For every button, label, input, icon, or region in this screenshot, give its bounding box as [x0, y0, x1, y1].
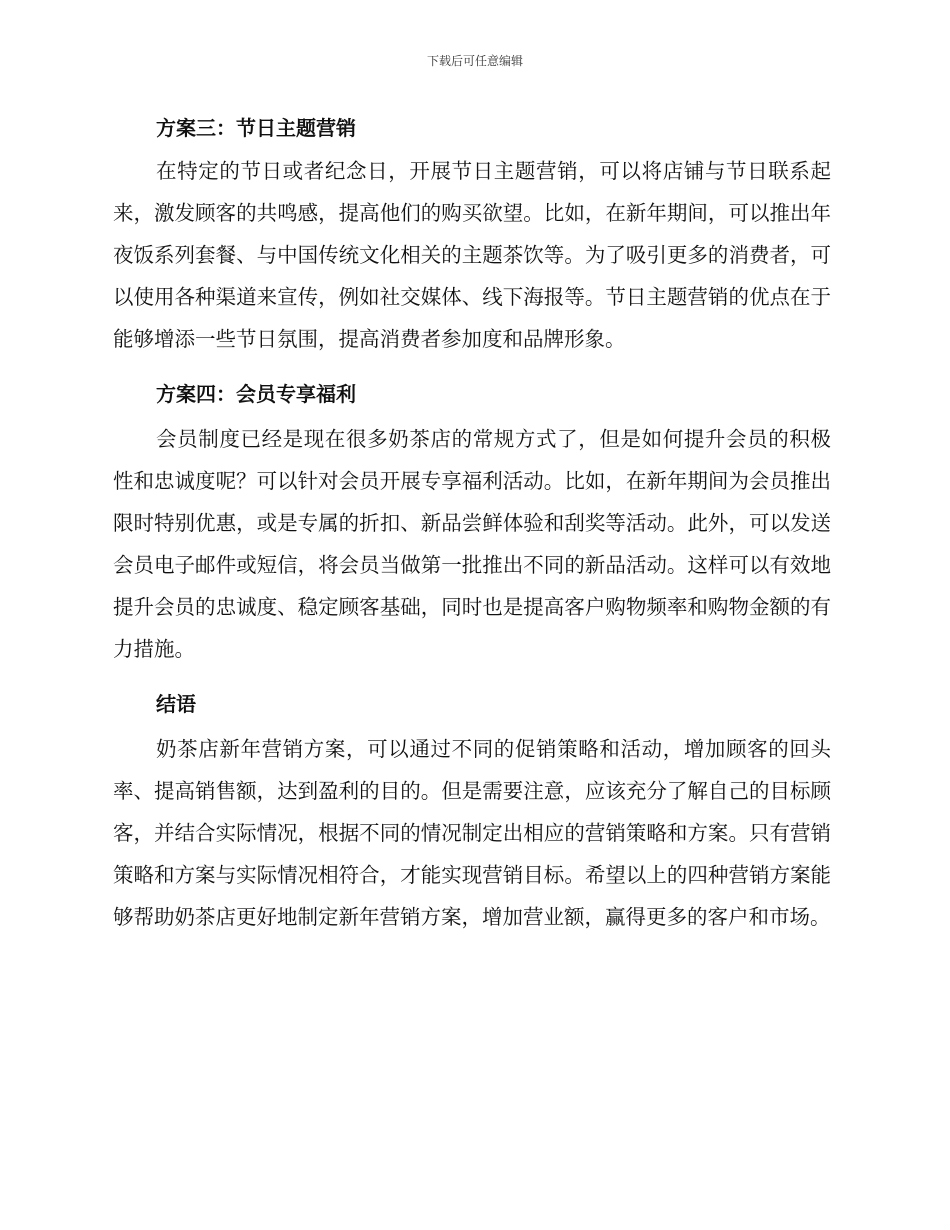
document-body — [113, 108, 831, 938]
section-heading-festival-marketing: 方案三：节日主题营销 — [156, 116, 356, 140]
page-header-note: 下载后可任意编辑 — [426, 54, 523, 68]
section-heading-member-benefits: 方案四：会员专享福利 — [156, 382, 356, 406]
section-paragraph-festival-marketing: 在特定的节日或者纪念日，开展节日主题营销，可以将店铺与节日联系起来，激发顾客的共鸣感，提高他们的购买欲望。比如，在新年期间，可以推出年夜饭系列套餐、与中国传统文化相关的主题茶饮等。为了吸引更多的消费者，可以使用各种渠道来宣传，例如社交媒体、线下海报等。节日主题营销的优点在于能够增添一些节日氛围，提高消费者参加度和品牌形象。 — [113, 159, 831, 351]
section-paragraph-member-benefits: 会员制度已经是现在很多奶茶店的常规方式了，但是如何提升会员的积极性和忠诚度呢？可以针对会员开展专享福利活动。比如，在新年期间为会员推出限时特别优惠，或是专属的折扣、新品尝鲜体验和刮奖等活动。此外，可以发送会员电子邮件或短信，将会员当做第一批推出不同的新品活动。这样可以有效地提升会员的忠诚度、稳定顾客基础，同时也是提高客户购物频率和购物金额的有力措施。 — [113, 427, 831, 661]
section-heading-conclusion: 结语 — [156, 692, 196, 716]
section-paragraph-conclusion: 奶茶店新年营销方案，可以通过不同的促销策略和活动，增加顾客的回头率、提高销售额，达到盈利的目的。但是需要注意，应该充分了解自己的目标顾客，并结合实际情况，根据不同的情况制定出相应的营销策略和方案。只有营销策略和方案与实际情况相符合，才能实现营销目标。希望以上的四种营销方案能够帮助奶茶店更好地制定新年营销方案，增加营业额，赢得更多的客户和市场。 — [113, 737, 831, 929]
